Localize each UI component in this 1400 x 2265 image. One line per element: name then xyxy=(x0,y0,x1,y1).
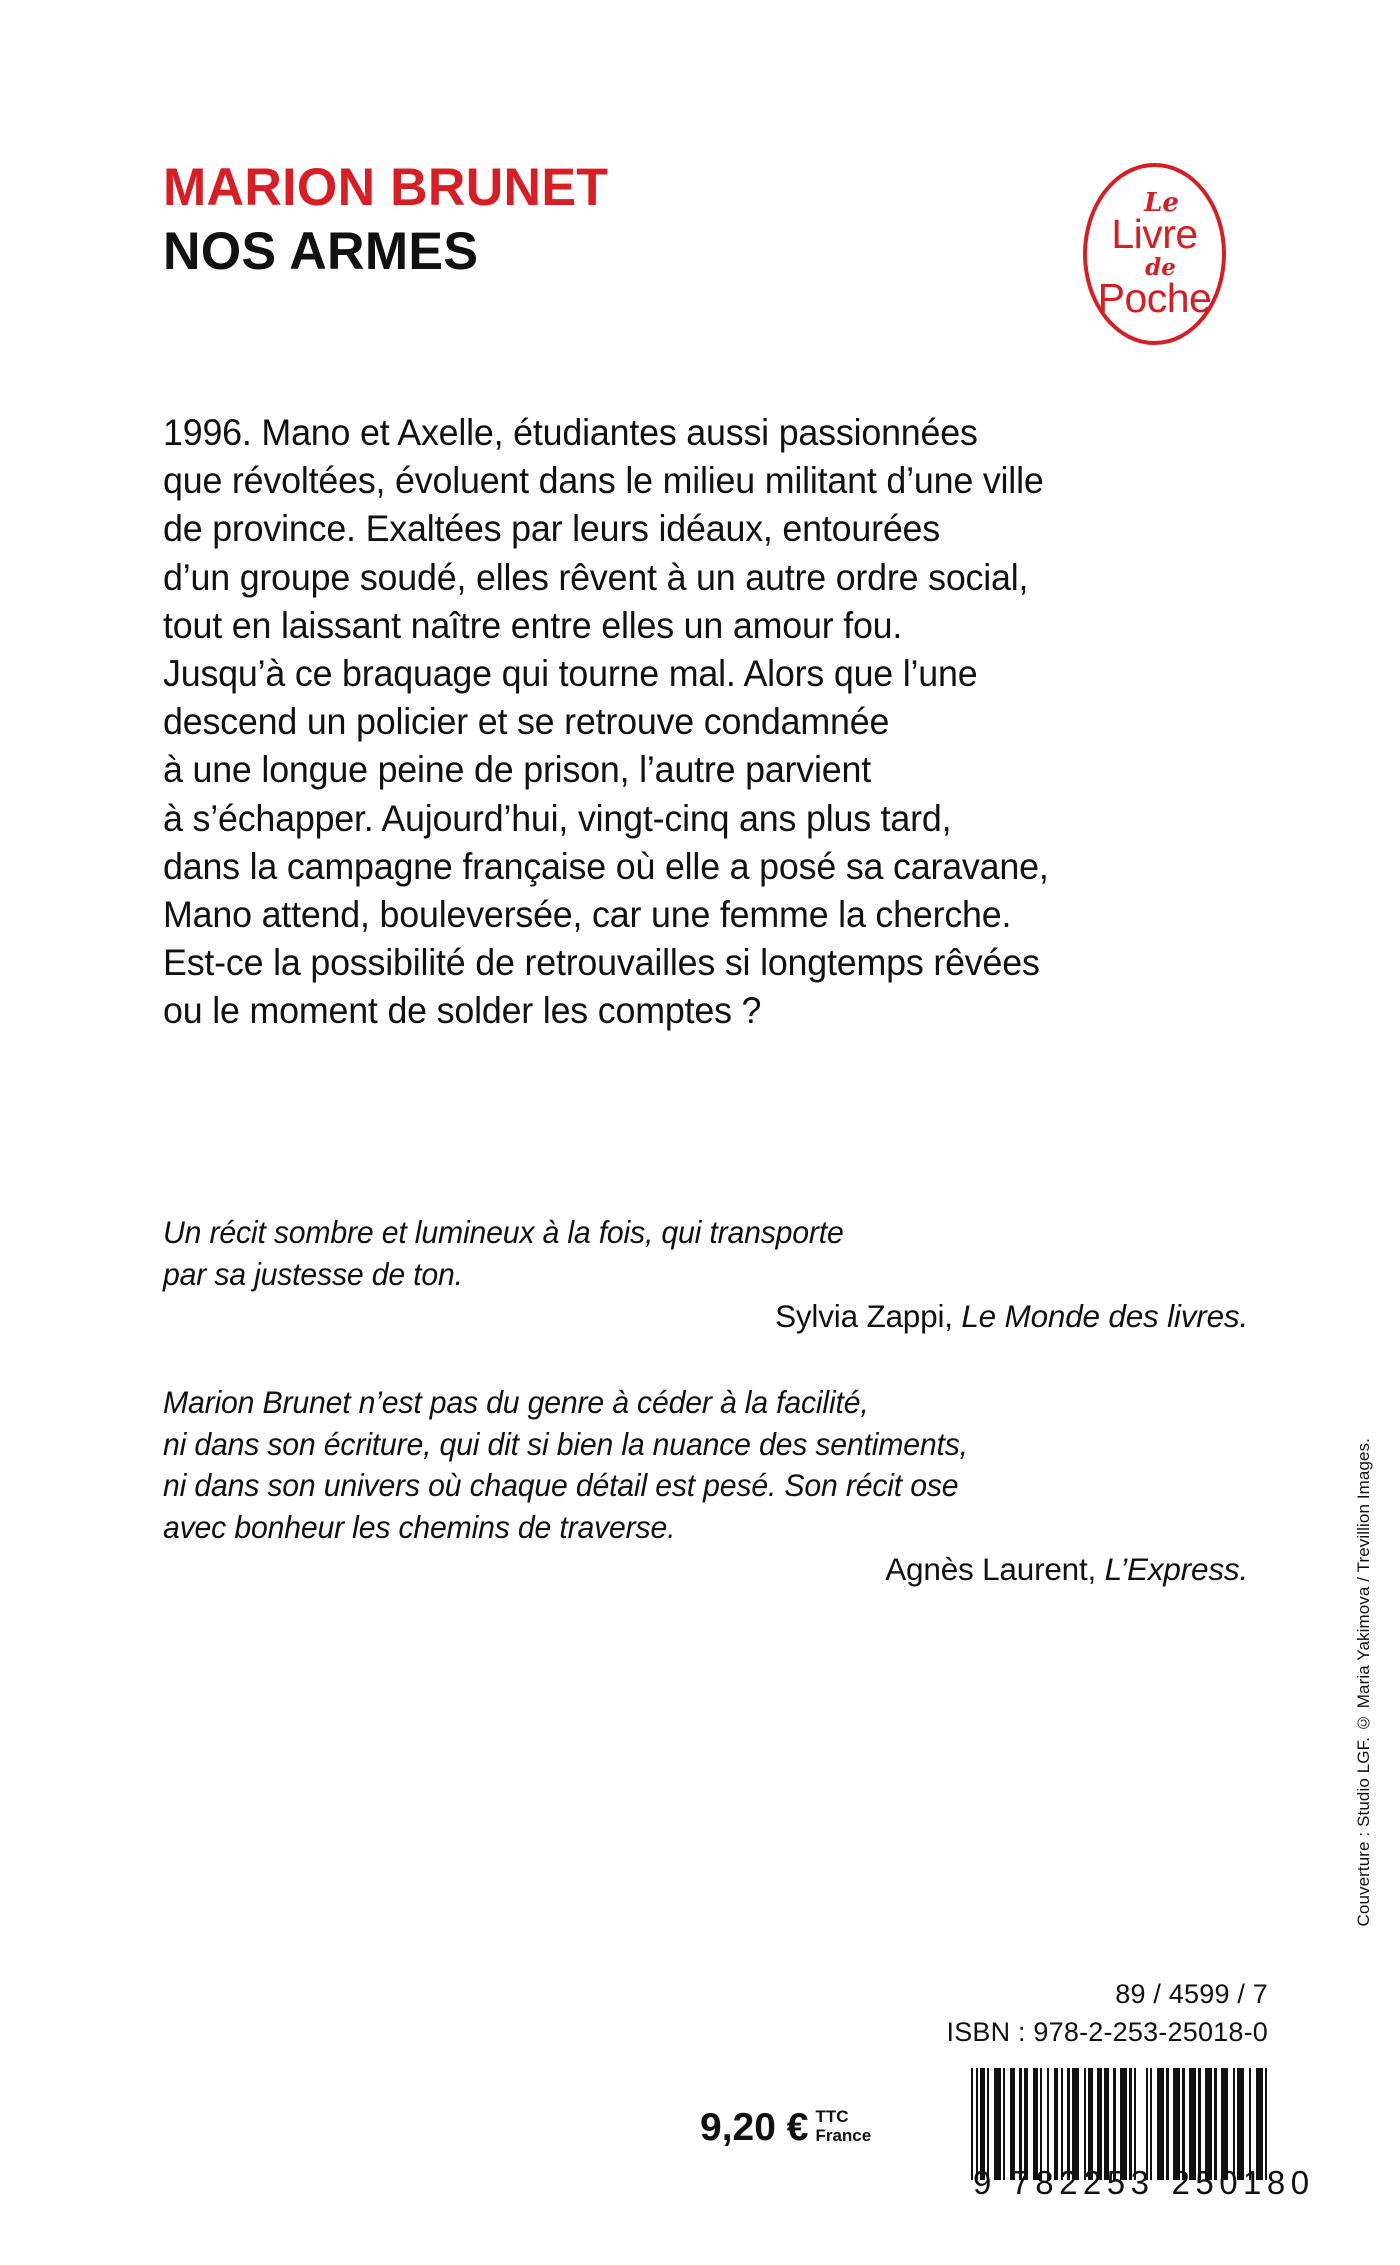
cover-footer xyxy=(0,1975,1400,2265)
review-line: ni dans son écriture, qui dit si bien la nuance des sentiments, xyxy=(163,1425,968,1462)
cover-header xyxy=(163,160,1063,280)
review-publication-name: L’Express. xyxy=(1104,1551,1248,1588)
review-line: avec bonheur les chemins de traverse. xyxy=(163,1509,676,1546)
publisher-codes xyxy=(947,1975,1269,2052)
barcode xyxy=(971,2068,1315,2202)
synopsis-line: à s’échapper. Aujourd’hui, vingt-cinq ans plus tard, xyxy=(163,796,952,839)
author-name: MARION BRUNET xyxy=(163,158,609,217)
synopsis-line: que révoltées, évoluent dans le milieu militant d’une ville xyxy=(163,459,1044,502)
synopsis-line: Jusqu’à ce braquage qui tourne mal. Alors que l’une xyxy=(163,651,978,694)
cover-credit-vertical: Couverture : Studio LGF. © Maria Yakimova / Trevillion Images. xyxy=(1354,1438,1373,1927)
barcode-left-group: 782253 xyxy=(1011,2164,1155,2201)
synopsis-line: à une longue peine de prison, l’autre parvient xyxy=(163,748,871,791)
review-attribution xyxy=(163,1549,1248,1591)
price-tax-note xyxy=(815,2108,871,2145)
press-reviews xyxy=(163,1212,1248,1635)
review-line: Un récit sombre et lumineux à la fois, qui transporte xyxy=(163,1214,844,1250)
barcode-lead-digit: 9 xyxy=(973,2164,995,2201)
barcode-right-group: 250180 xyxy=(1171,2164,1315,2201)
synopsis-text xyxy=(163,408,1243,1034)
review-attribution xyxy=(163,1296,1248,1338)
synopsis-line: 1996. Mano et Axelle, étudiantes aussi passionnées xyxy=(163,411,978,453)
review-critic-name: Sylvia Zappi, xyxy=(775,1297,962,1334)
logo-line-poche: Poche xyxy=(1097,274,1212,321)
review-critic-name: Agnès Laurent, xyxy=(885,1551,1105,1588)
synopsis-line: d’un groupe soudé, elles rêvent à un autre ordre social, xyxy=(163,555,1029,598)
review-quote xyxy=(163,1382,1248,1591)
review-line: par sa justesse de ton. xyxy=(163,1255,463,1292)
synopsis-line: ou le moment de solder les comptes ? xyxy=(163,989,762,1032)
review-line: Marion Brunet n’est pas du genre à céder à la facilité, xyxy=(163,1383,869,1420)
page-title: NOS ARMES xyxy=(163,222,479,282)
synopsis-line: Mano attend, bouleversée, car une femme la cherche. xyxy=(163,892,1012,935)
price-amount: 9,20 € xyxy=(700,2106,809,2149)
logo-text xyxy=(1083,163,1226,345)
logo-line-livre: Livre xyxy=(1111,210,1198,257)
price-tax-line1: TTC xyxy=(815,2107,849,2127)
publisher-logo xyxy=(1083,163,1226,345)
review-quote xyxy=(163,1212,1248,1338)
collection-code: 89 / 4599 / 7 xyxy=(1115,1979,1268,2009)
synopsis-line: Est-ce la possibilité de retrouvailles si longtemps rêvées xyxy=(163,941,1040,984)
logo-line-le: Le xyxy=(1144,187,1179,218)
logo-line-de: de xyxy=(1145,253,1176,281)
review-publication-name: Le Monde des livres. xyxy=(961,1297,1248,1334)
barcode-digits xyxy=(971,2164,1315,2202)
isbn-code: ISBN : 978-2-253-25018-0 xyxy=(946,2017,1268,2048)
synopsis-line: descend un policier et se retrouve condamnée xyxy=(163,700,890,743)
review-line: ni dans son univers où chaque détail est pesé. Son récit ose xyxy=(163,1467,959,1504)
price-block xyxy=(700,2106,871,2150)
synopsis-line: tout en laissant naître entre elles un amour fou. xyxy=(163,603,903,646)
synopsis-line: dans la campagne française où elle a posé sa caravane, xyxy=(163,844,1049,887)
synopsis-line: de province. Exaltées par leurs idéaux, entourées xyxy=(163,507,940,550)
price-tax-line2: France xyxy=(815,2125,872,2145)
